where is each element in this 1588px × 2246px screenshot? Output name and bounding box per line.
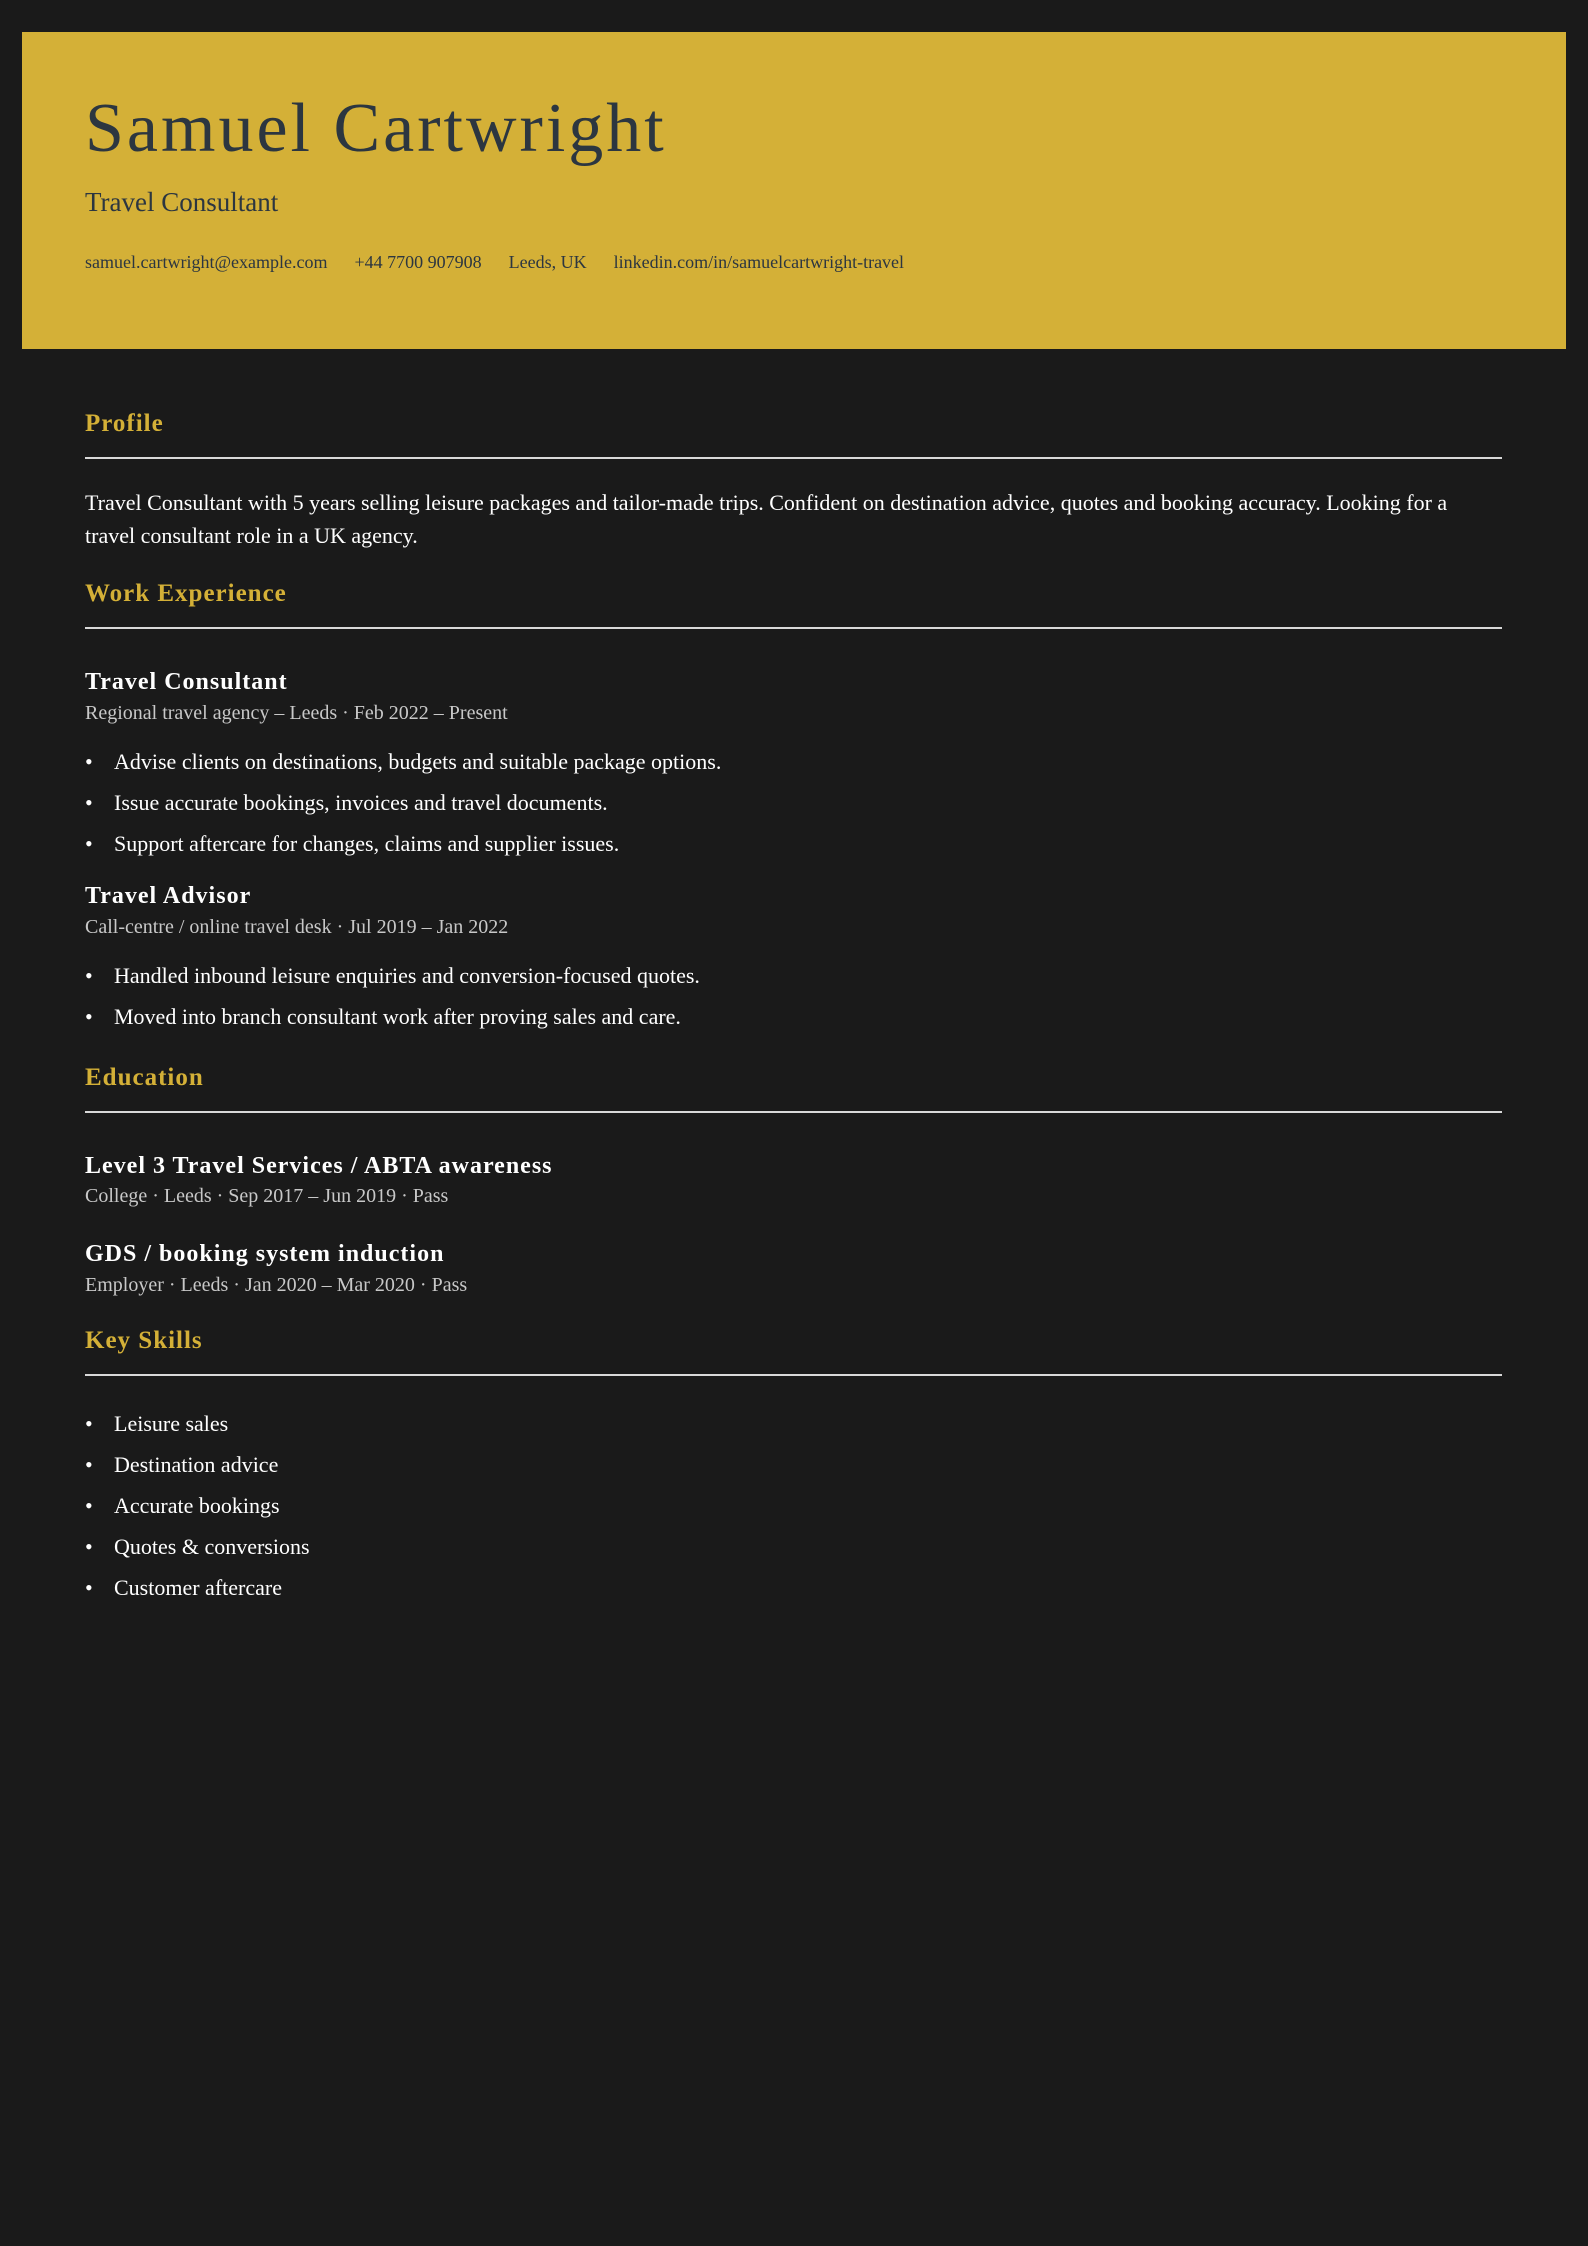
- contact-email[interactable]: samuel.cartwright@example.com: [85, 252, 328, 272]
- skill-item: • Leisure sales: [85, 1403, 1502, 1444]
- resume-body: [85, 400, 1502, 1608]
- job-entry: [85, 668, 1502, 864]
- resume-header: [22, 32, 1566, 349]
- section-title-education: Education: [85, 1063, 204, 1091]
- list-item: • Issue accurate bookings, invoices and travel documents.: [85, 782, 1502, 823]
- section-title-experience: Work Experience: [85, 580, 287, 607]
- contact-location: Leeds, UK: [508, 252, 587, 272]
- education-section: [85, 1063, 1502, 1298]
- education-entry: [85, 1240, 1502, 1297]
- section-title-skills: Key Skills: [85, 1327, 203, 1355]
- list-item: • Handled inbound leisure enquiries and conversion-focused quotes.: [85, 955, 1502, 996]
- contact-linkedin[interactable]: linkedin.com/in/samuelcartwright-travel: [613, 252, 905, 272]
- job-meta: Call-centre / online travel desk · Jul 2019 – Jan 2022: [85, 915, 509, 938]
- education-meta: College · Leeds · Sep 2017 – Jun 2019 · Pass: [85, 1185, 449, 1208]
- education-title: Level 3 Travel Services / ABTA awareness: [85, 1152, 553, 1179]
- contact-list: [85, 253, 904, 271]
- job-bullets: [85, 741, 1502, 864]
- job-meta: Regional travel agency – Leeds · Feb 2022 – Present: [85, 701, 508, 724]
- candidate-name: Samuel Cartwright: [85, 90, 667, 167]
- list-item: • Moved into branch consultant work after proving sales and care.: [85, 996, 1502, 1037]
- job-title: Travel Advisor: [85, 882, 252, 909]
- education-meta: Employer · Leeds · Jan 2020 – Mar 2020 · Pass: [85, 1274, 468, 1297]
- list-item: • Support aftercare for changes, claims and supplier issues.: [85, 823, 1502, 864]
- job-bullets: [85, 955, 1502, 1037]
- profile-section: [85, 409, 1502, 552]
- skill-item: • Customer aftercare: [85, 1567, 1502, 1608]
- candidate-role: Travel Consultant: [85, 187, 279, 217]
- list-item: • Advise clients on destinations, budgets and suitable package options.: [85, 741, 1502, 782]
- skills-section: [85, 1326, 1502, 1608]
- skill-item: • Destination advice: [85, 1444, 1502, 1485]
- profile-text: Travel Consultant with 5 years selling leisure packages and tailor-made trips. Confident on destination advice, quotes and booking accuracy. Looking for a travel consultant role in a UK agency.: [85, 490, 1448, 548]
- skills-list: [85, 1403, 1502, 1608]
- section-divider: [85, 1374, 1502, 1376]
- skill-item: • Quotes & conversions: [85, 1526, 1502, 1567]
- section-divider: [85, 1111, 1502, 1113]
- section-divider: [85, 457, 1502, 459]
- skill-item: • Accurate bookings: [85, 1485, 1502, 1526]
- experience-section: [85, 579, 1502, 1037]
- job-entry: [85, 882, 1502, 1037]
- education-title: GDS / booking system induction: [85, 1241, 445, 1268]
- job-title: Travel Consultant: [85, 669, 288, 695]
- section-title-profile: Profile: [85, 410, 164, 437]
- contact-phone[interactable]: +44 7700 907908: [354, 252, 482, 272]
- education-entry: [85, 1152, 1502, 1209]
- section-divider: [85, 627, 1502, 629]
